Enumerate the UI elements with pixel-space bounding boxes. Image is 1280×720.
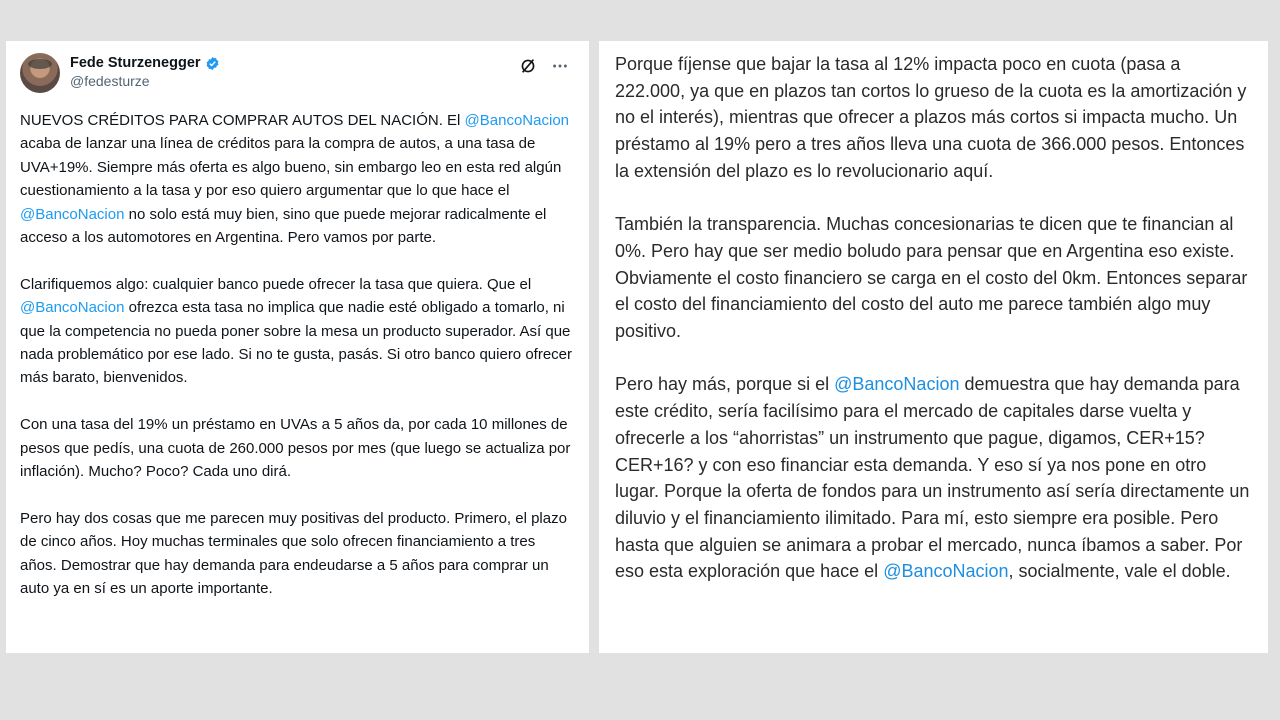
author-handle[interactable]: @fedesturze xyxy=(70,73,150,89)
author-block xyxy=(70,55,220,89)
mention-link[interactable]: @BancoNacion xyxy=(883,561,1009,582)
tweet-text-segment: acaba de lanzar una línea de créditos para la compra de autos, a una tasa de UVA+19%. Siempre más oferta es algo bueno, sin embargo leo en esta red algún cuestionamiento a la tasa y por eso quiero argumentar que lo que hace el xyxy=(20,135,562,200)
tweet-text-segment: demuestra que hay demanda para este crédito, sería facilísimo para el mercado de capitales darse vuelta y ofrecerle a los “ahorristas” un instrumento que pague, digamos, CER+15? CER+16? y con eso financiar esta demanda. Y eso sí ya nos pone en otro lugar. Porque la oferta de fondos para un instrumento así sería directamente un diluvio y el financiamiento ilimitado. Para mí, esto siempre era posible. Pero hasta que alguien se animara a probar el mercado, nunca íbamos a saber. Por eso esta exploración que hace el xyxy=(615,374,1250,582)
tweet-text-segment: Clarifiquemos algo: cualquier banco puede ofrecer la tasa que quiera. Que el xyxy=(20,275,532,293)
mention-link[interactable]: @BancoNacion xyxy=(20,205,125,223)
avatar[interactable] xyxy=(20,53,60,93)
tweet-paragraph xyxy=(20,273,575,390)
tweet-paragraph xyxy=(615,211,1252,345)
tweet-paragraph xyxy=(20,109,575,249)
tweet-text-segment: Pero hay más, porque si el xyxy=(615,374,835,395)
tweet-paragraph xyxy=(20,413,575,483)
tweet-paragraph xyxy=(615,371,1252,585)
grok-icon[interactable] xyxy=(519,57,537,75)
tweet-header xyxy=(20,53,575,109)
tweet-text-left xyxy=(20,109,575,600)
tweet-text-segment: Porque fíjense que bajar la tasa al 12% impacta poco en cuota (pasa a 222.000, ya que en plazos tan cortos lo grueso de la cuota es la amortización y no el interés), mientras que ofrecer a plazos más cortos si impacta mucho. Un préstamo al 19% pero a tres años lleva una cuota de 366.000 pesos. Entonces la extensión del plazo es lo revolucionario aquí. xyxy=(615,54,1247,181)
more-options-icon[interactable] xyxy=(551,57,569,75)
tweet-text-segment: Pero hay dos cosas que me parecen muy positivas del producto. Primero, el plazo de cinco años. Hoy muchas terminales que solo ofrecen financiamiento a tres años. Demostrar que hay demanda para endeudarse a 5 años para comprar un auto ya en sí es un aporte importante. xyxy=(20,509,567,598)
tweet-paragraph xyxy=(20,507,575,601)
tweet-text-segment: Con una tasa del 19% un préstamo en UVAs a 5 años da, por cada 10 millones de pesos que pedís, una cuota de 260.000 pesos por mes (que luego se actualiza por inflación). Mucho? Poco? Cada uno dirá. xyxy=(20,416,571,481)
mention-link[interactable]: @BancoNacion xyxy=(834,374,960,395)
mention-link[interactable]: @BancoNacion xyxy=(464,112,569,129)
tweet-card-right xyxy=(599,41,1268,653)
tweet-text-segment: NUEVOS CRÉDITOS PARA COMPRAR AUTOS DEL NACIÓN. El xyxy=(20,112,465,129)
tweet-text-segment: , socialmente, vale el doble. xyxy=(1008,561,1231,582)
mention-link[interactable]: @BancoNacion xyxy=(20,299,125,317)
tweet-text-segment: ofrezca esta tasa no implica que nadie esté obligado a tomarlo, ni que la competencia no pueda poner sobre la mesa un producto superador. Así que nada problemático por ese lado. Si no te gusta, pasás. Si otro banco quiero ofrecer más barato, bienvenidos. xyxy=(20,299,573,387)
tweet-paragraph xyxy=(615,51,1252,185)
tweet-text-right xyxy=(615,51,1252,585)
author-name-row[interactable] xyxy=(70,55,220,71)
author-display-name[interactable]: Fede Sturzenegger xyxy=(70,55,201,71)
tweet-text-segment: no solo está muy bien, sino que puede mejorar radicalmente el acceso a los automotores en Argentina. Pero vamos por parte. xyxy=(20,205,547,247)
verified-badge-icon xyxy=(205,56,220,71)
tweet-text-segment: También la transparencia. Muchas concesionarias te dicen que te financian al 0%. Pero hay que ser medio boludo para pensar que en Argentina eso existe. Obviamente el costo financiero se carga en el costo del 0km. Entonces separar el costo del financiamiento del costo del auto me parece también algo muy positivo. xyxy=(615,214,1248,342)
header-actions xyxy=(519,57,569,75)
tweet-card-left xyxy=(6,41,589,653)
